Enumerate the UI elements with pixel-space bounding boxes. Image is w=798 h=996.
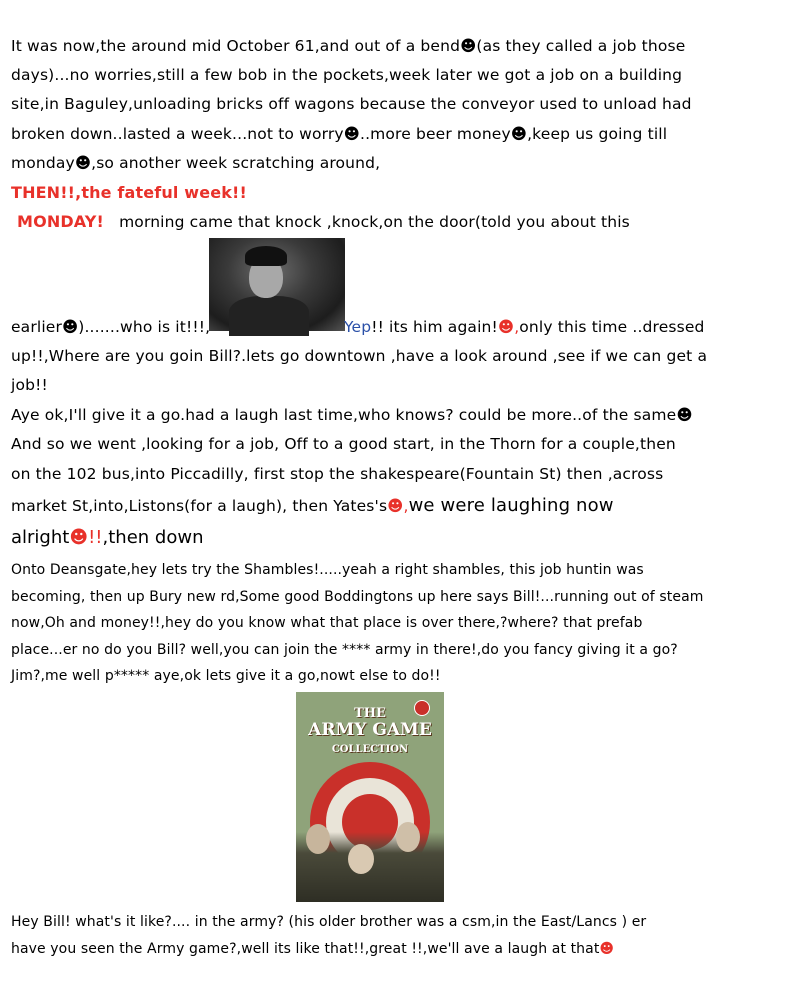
cover-title-line1: THE — [354, 706, 386, 721]
photo-line-end: only this time ..dressed — [519, 318, 705, 336]
alright-line — [11, 527, 204, 548]
text-line: place...er no do you Bill? well,you can join the **** army in there!,do you fancy giving it a go? — [11, 642, 678, 658]
photo-line-right — [344, 318, 705, 336]
photo-hair — [245, 246, 287, 266]
monday-label: MONDAY! — [17, 212, 104, 231]
text-line: Jim?,me well p***** aye,ok lets give it a go,nowt else to do!! — [11, 668, 441, 684]
last-line — [11, 941, 614, 957]
smiley-icon: ☻, — [387, 497, 409, 515]
text-line: It was now,the around mid October 61,and out of a bend☻(as they called a job those — [11, 37, 686, 55]
text-line: monday☻,so another week scratching around, — [11, 154, 381, 172]
yep-text: Yep — [344, 318, 372, 336]
monday-rest: morning came that knock ,knock,on the door(told you about this — [119, 213, 630, 231]
text-line: days)...no worries,still a few bob in the pockets,week later we got a job on a building — [11, 66, 683, 84]
cover-face — [396, 822, 420, 852]
smiley-icon: ☻, — [497, 318, 520, 336]
photo-line-left: earlier☻).......who is it!!!, — [11, 318, 211, 336]
text-line: Aye ok,I'll give it a go.had a laugh last time,who knows? could be more..of the same☻ — [11, 406, 693, 424]
alright-end: ,then down — [102, 527, 204, 548]
yates-line — [11, 495, 614, 516]
text-line: becoming, then up Bury new rd,Some good Boddingtons up here says Bill!...running out of steam — [11, 589, 704, 605]
cover-face — [348, 844, 374, 874]
army-game-dvd-cover — [296, 692, 444, 902]
text-line: broken down..lasted a week...not to worry☻..more beer money☻,keep us going till — [11, 125, 668, 143]
text-line: Hey Bill! what's it like?.... in the army? (his older brother was a csm,in the East/Lancs ) er — [11, 914, 647, 930]
alright-big: alright — [11, 527, 70, 548]
text-line: on the 102 bus,into Piccadilly, first stop the shakespeare(Fountain St) then ,across — [11, 465, 664, 483]
yates-before: market St,into,Listons(for a laugh), then Yates's — [11, 497, 388, 515]
cover-title-line3: COLLECTION — [331, 744, 409, 755]
smiley-icon: ☻ — [599, 941, 615, 957]
text-line: And so we went ,looking for a job, Off to a good start, in the Thorn for a couple,then — [11, 435, 676, 453]
last-line-text: have you seen the Army game?,well its like that!!,great !!,we'll ave a laugh at that — [11, 941, 600, 957]
text-line: Onto Deansgate,hey lets try the Shambles!.....yeah a right shambles, this job huntin was — [11, 562, 644, 578]
then-heading: THEN!!,the fateful week!! — [11, 183, 247, 202]
cover-face — [306, 824, 330, 854]
smiley-icon: ☻!! — [69, 527, 103, 548]
monday-line — [17, 212, 630, 231]
text-line: now,Oh and money!!,hey do you know what that place is over there,?where? that prefab — [11, 615, 643, 631]
cover-title-line2: ARMY GAME — [308, 720, 432, 740]
photo-body — [229, 296, 309, 336]
text-line: up!!,Where are you goin Bill?.lets go downtown ,have a look around ,see if we can get a — [11, 347, 708, 365]
text-line: site,in Baguley,unloading bricks off wagons because the conveyor used to unload had — [11, 95, 692, 113]
bill-photo — [209, 238, 345, 331]
text-line: job!! — [11, 376, 48, 394]
photo-line-after: !! its him again! — [371, 318, 498, 336]
yates-big: we were laughing now — [408, 495, 614, 516]
